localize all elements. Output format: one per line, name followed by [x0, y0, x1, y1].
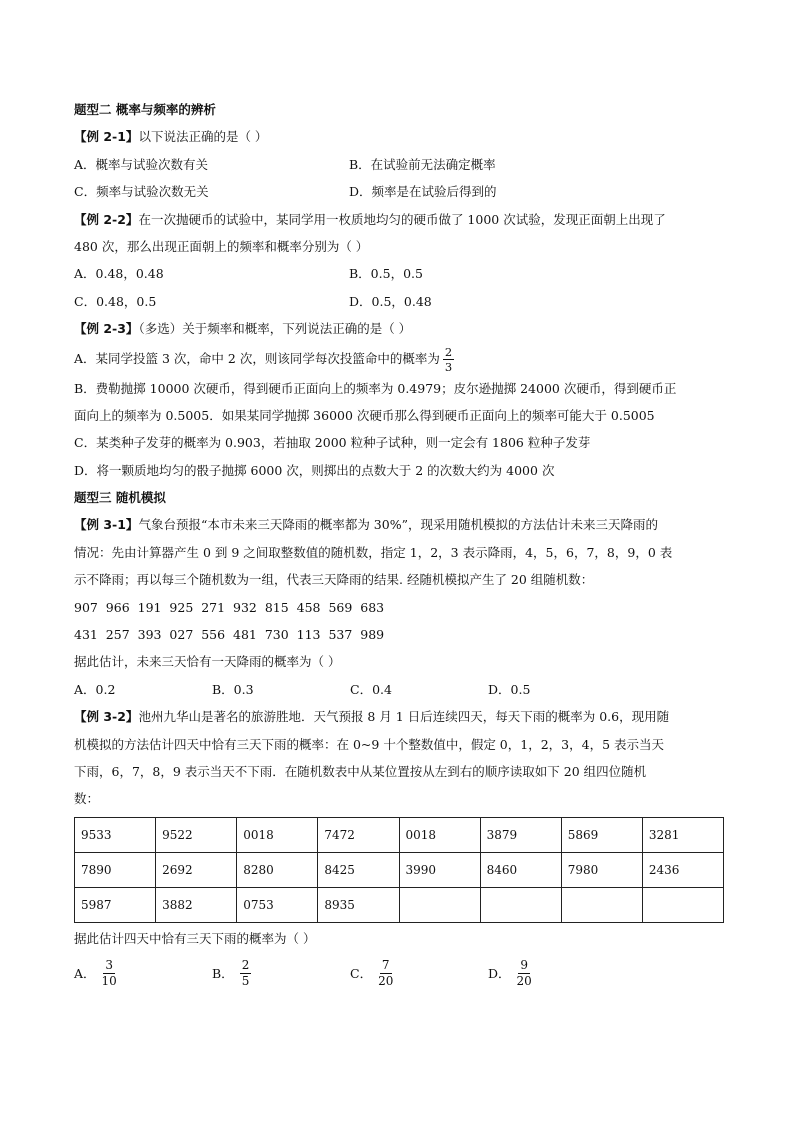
question-2-3 — [74, 315, 724, 342]
question-ask: 据此估计，未来三天恰有一天降雨的概率为（ ） — [74, 654, 341, 670]
option-label: C． — [350, 966, 373, 982]
table-cell: 9522 — [156, 817, 237, 852]
fraction — [378, 958, 393, 989]
option-a: A．0.2 — [74, 681, 116, 697]
table-cell: 0018 — [237, 817, 318, 852]
option-a — [74, 343, 724, 375]
question-stem-line-4: 数： — [74, 791, 100, 807]
fraction-numerator: 2 — [444, 344, 453, 359]
fraction-numerator: 9 — [520, 957, 528, 972]
table-cell — [561, 887, 642, 922]
section-title-3: 题型三 随机模拟 — [74, 490, 166, 506]
option-b: B．0.5，0.5 — [349, 266, 423, 282]
options-row — [74, 178, 724, 205]
question-stem-line-1: 在一次抛硬币的试验中，某同学用一枚质地均匀的硬币做了 1000 次试验，发现正面朝上出现了 — [138, 211, 666, 227]
option-label: D． — [488, 966, 511, 982]
question-stem: 以下说法正确的是（ ） — [138, 129, 268, 145]
table-cell: 2436 — [642, 852, 723, 887]
option-d: D．频率是在试验后得到的 — [349, 184, 497, 200]
option-a: A．概率与试验次数有关 — [74, 156, 209, 172]
table-cell: 7890 — [75, 852, 156, 887]
fraction-denominator: 3 — [444, 359, 453, 374]
fraction — [102, 958, 117, 989]
option-a — [74, 958, 212, 989]
table-cell: 0753 — [237, 887, 318, 922]
fraction-numerator: 3 — [105, 957, 113, 972]
table-cell: 0018 — [399, 817, 480, 852]
options-row — [74, 151, 724, 178]
table-cell: 3882 — [156, 887, 237, 922]
option-b-line-1: B．费勒抛掷 10000 次硬币，得到硬币正面向上的频率为 0.4979；皮尔逊抛掷 24000 次硬币，得到硬币正 — [74, 380, 677, 396]
question-stem-line-2: 机模拟的方法估计四天中恰有三天下雨的概率：在 0~9 十个整数值中，假定 0，1，2，3，4，5 表示当天 — [74, 736, 664, 752]
option-d: D．0.5，0.48 — [349, 293, 432, 309]
random-numbers-row-1: 907 966 191 925 271 932 815 458 569 683 — [74, 599, 385, 615]
option-label: B． — [212, 966, 234, 982]
option-b — [212, 958, 350, 989]
question-ask: 据此估计四天中恰有三天下雨的概率为（ ） — [74, 930, 316, 946]
table-cell: 2692 — [156, 852, 237, 887]
question-tag: 【例 2-1】 — [74, 129, 139, 145]
table-cell: 8425 — [318, 852, 399, 887]
question-stem: （多选）关于频率和概率，下列说法正确的是（ ） — [138, 321, 412, 337]
random-number-table — [74, 817, 724, 923]
table-row — [75, 852, 724, 887]
fraction — [517, 958, 532, 989]
question-stem-line-2: 480 次，那么出现正面朝上的频率和概率分别为（ ） — [74, 238, 369, 254]
fraction-numerator: 2 — [241, 957, 250, 972]
table-cell: 9533 — [75, 817, 156, 852]
option-d — [488, 958, 626, 989]
question-tag: 【例 2-2】 — [74, 211, 139, 227]
option-b: B．在试验前无法确定概率 — [349, 156, 496, 172]
table-cell: 7980 — [561, 852, 642, 887]
question-tag: 【例 2-3】 — [74, 321, 139, 337]
fraction-denominator: 5 — [241, 973, 250, 988]
question-stem-line-2: 情况：先由计算器产生 0 到 9 之间取整数值的随机数，指定 1，2，3 表示降雨，4，5，6，7，8，9，0 表 — [74, 544, 673, 560]
question-3-2 — [74, 703, 724, 730]
table-cell: 8280 — [237, 852, 318, 887]
question-tag: 【例 3-2】 — [74, 709, 139, 725]
question-stem-line-3: 下雨，6，7，8，9 表示当天不下雨．在随机数表中从某位置按从左到右的顺序读取如下 20 组四位随机 — [74, 763, 647, 779]
options-row — [74, 288, 724, 315]
option-d: D．0.5 — [488, 681, 531, 697]
question-2-1 — [74, 123, 724, 150]
option-c: C．频率与试验次数无关 — [74, 184, 209, 200]
fraction-denominator: 20 — [516, 973, 532, 988]
section-title-2: 题型二 概率与频率的辨析 — [74, 102, 216, 117]
option-a: A．0.48，0.48 — [74, 266, 164, 282]
table-cell: 3879 — [480, 817, 561, 852]
table-cell: 3281 — [642, 817, 723, 852]
options-row — [74, 676, 724, 703]
question-tag: 【例 3-1】 — [74, 517, 139, 533]
table-cell — [642, 887, 723, 922]
table-cell: 8935 — [318, 887, 399, 922]
table-cell: 8460 — [480, 852, 561, 887]
option-c — [350, 958, 488, 989]
table-cell: 7472 — [318, 817, 399, 852]
table-cell — [480, 887, 561, 922]
table-row — [75, 817, 724, 852]
fraction — [443, 345, 454, 374]
fraction-denominator: 20 — [378, 973, 394, 988]
table-cell: 5987 — [75, 887, 156, 922]
option-c: C．某类种子发芽的概率为 0.903，若抽取 2000 粒种子试种，则一定会有 1806 粒种子发芽 — [74, 435, 591, 451]
question-stem-line-1: 池州九华山是著名的旅游胜地．天气预报 8 月 1 日后连续四天，每天下雨的概率为 0.6，现用随 — [138, 709, 670, 725]
question-2-2 — [74, 206, 724, 233]
option-label: A． — [74, 966, 96, 982]
option-c: C．0.4 — [350, 681, 392, 697]
option-b-line-2: 面向上的频率为 0.5005．如果某同学抛掷 36000 次硬币那么得到硬币正面向上的频率可能大于 0.5005 — [74, 407, 655, 423]
table-cell: 3990 — [399, 852, 480, 887]
option-a-text: A．某同学投篮 3 次，命中 2 次，则该同学每次投篮命中的概率为 — [74, 350, 440, 366]
question-stem-line-3: 示不降雨；再以每三个随机数为一组，代表三天降雨的结果. 经随机模拟产生了 20 组随机数： — [74, 572, 594, 588]
table-cell: 5869 — [561, 817, 642, 852]
fraction-denominator: 10 — [101, 973, 117, 988]
table-row — [75, 887, 724, 922]
option-c: C．0.48，0.5 — [74, 293, 157, 309]
options-row — [74, 952, 724, 994]
question-stem-line-1: 气象台预报“本市未来三天降雨的概率都为 30%”，现采用随机模拟的方法估计未来三天降雨的 — [138, 517, 658, 533]
options-row — [74, 260, 724, 287]
option-b: B．0.3 — [212, 681, 254, 697]
fraction — [240, 958, 252, 989]
worksheet — [74, 96, 724, 994]
fraction-numerator: 7 — [381, 957, 390, 972]
option-d: D．将一颗质地均匀的骰子抛掷 6000 次，则掷出的点数大于 2 的次数大约为 4000 次 — [74, 462, 555, 478]
question-3-1 — [74, 511, 724, 538]
random-numbers-row-2: 431 257 393 027 556 481 730 113 537 989 — [74, 627, 385, 643]
table-cell — [399, 887, 480, 922]
